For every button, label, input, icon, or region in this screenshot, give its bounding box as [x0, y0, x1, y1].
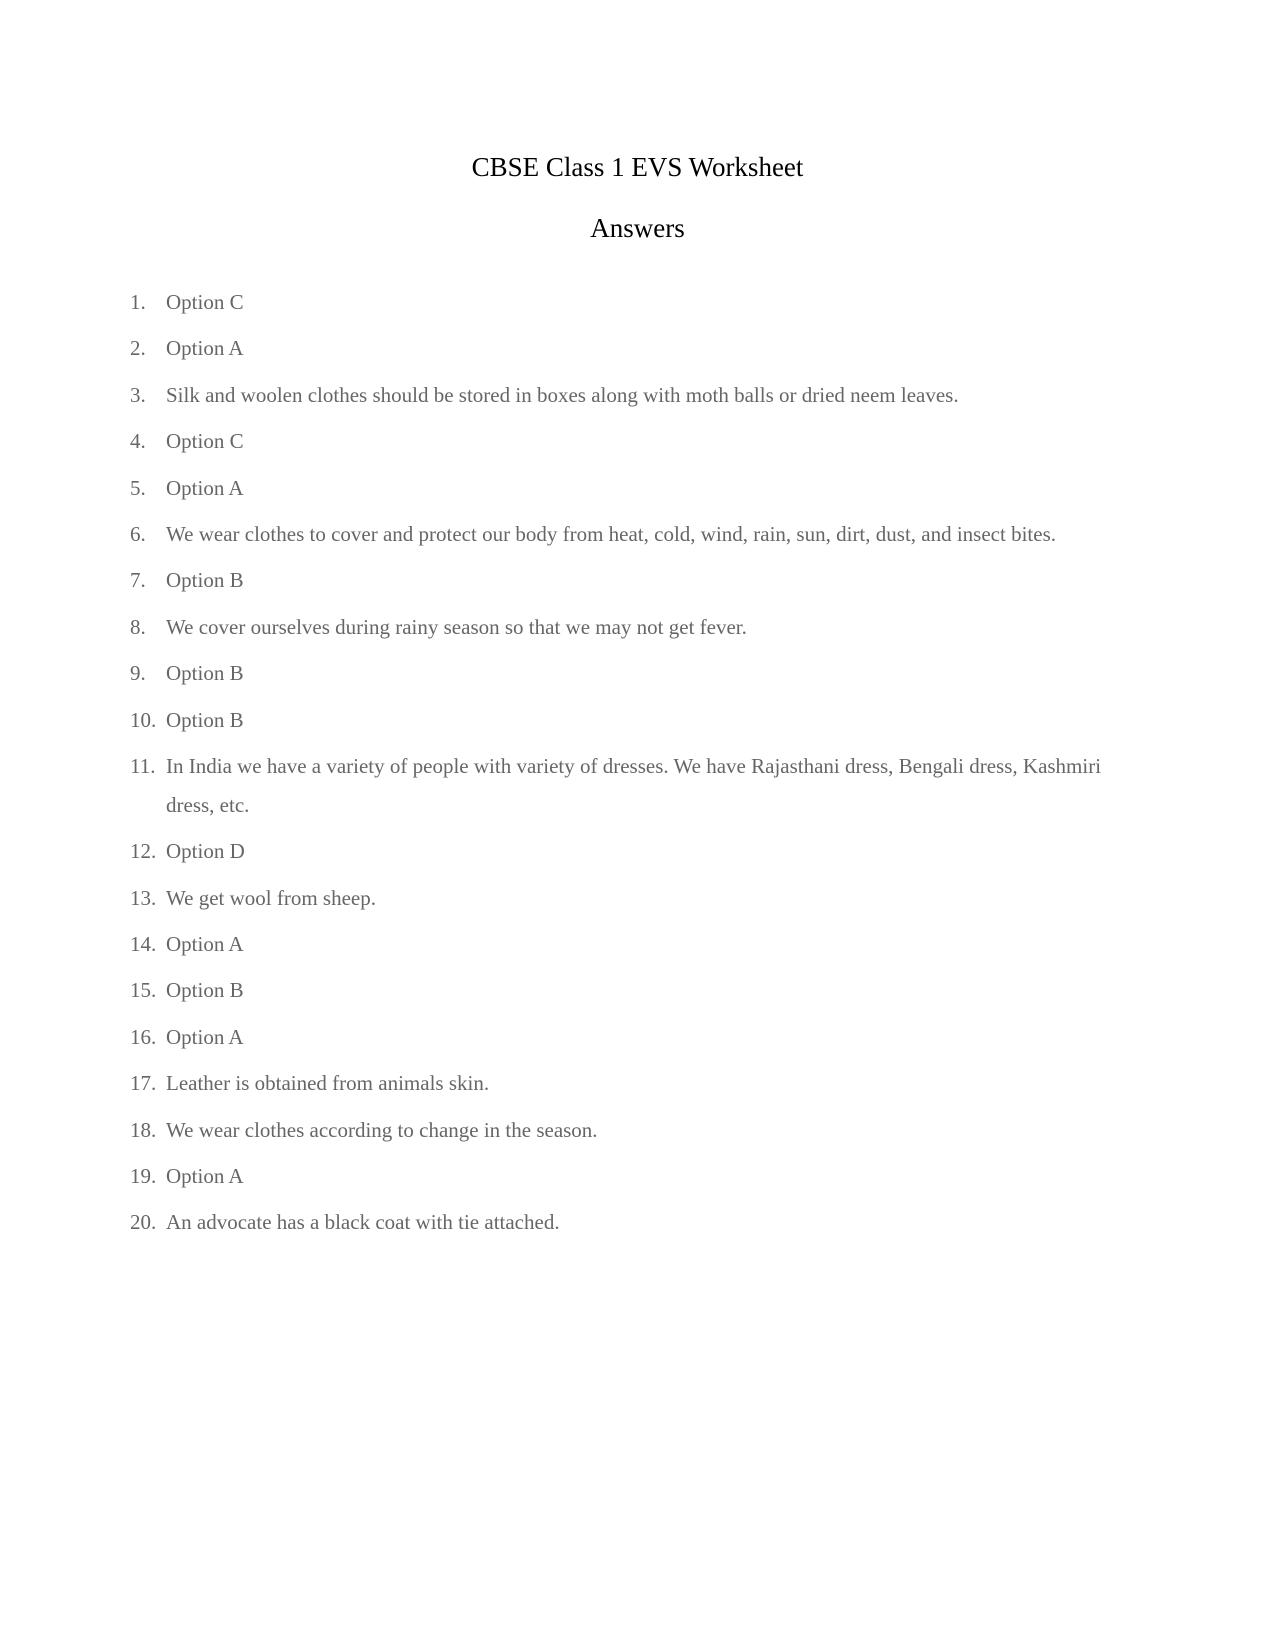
- answer-text: Option A: [166, 336, 244, 361]
- answer-number: 11.: [130, 753, 156, 778]
- answer-item-17: [130, 1064, 1110, 1103]
- document-subtitle: Answers: [590, 213, 685, 243]
- answer-item-10: [130, 701, 1110, 740]
- answer-number: 7.: [130, 568, 146, 593]
- answer-number: 20.: [130, 1210, 157, 1235]
- answer-number: 6.: [130, 521, 146, 546]
- answer-number: 18.: [130, 1117, 157, 1142]
- answer-item-1: [130, 283, 1110, 322]
- answer-text: Option B: [166, 978, 244, 1003]
- answer-number: 8.: [130, 614, 146, 639]
- answer-text: Option B: [166, 707, 244, 732]
- answer-item-15: [130, 971, 1110, 1010]
- answer-number: 3.: [130, 382, 146, 407]
- answer-item-6: [130, 515, 1110, 554]
- answer-item-20: [130, 1203, 1110, 1242]
- answer-number: 1.: [130, 290, 146, 314]
- answer-item-2: [130, 329, 1110, 368]
- answer-item-12: [130, 832, 1110, 871]
- answer-text: In India we have a variety of people with variety of dresses. We have Rajasthani dress, Bengali dress, Kashmiri dress, etc.: [166, 753, 1102, 817]
- answer-text: We wear clothes according to change in the season.: [166, 1117, 598, 1142]
- answer-number: 4.: [130, 429, 146, 454]
- answer-number: 10.: [130, 707, 157, 732]
- answer-text: Leather is obtained from animals skin.: [166, 1071, 490, 1096]
- answer-text: We get wool from sheep.: [166, 885, 376, 910]
- answer-text: We wear clothes to cover and protect our body from heat, cold, wind, rain, sun, dirt, dust, and insect bites.: [166, 521, 1056, 546]
- answer-item-4: [130, 422, 1110, 461]
- answer-text: Option D: [166, 839, 245, 864]
- answer-text: Option C: [166, 290, 244, 314]
- answer-text: Option A: [166, 1024, 244, 1049]
- answer-item-18: [130, 1111, 1110, 1150]
- document-title: CBSE Class 1 EVS Worksheet: [471, 152, 804, 182]
- answer-number: 17.: [130, 1071, 157, 1096]
- answer-text: Silk and woolen clothes should be stored in boxes along with moth balls or dried neem leaves.: [166, 382, 959, 407]
- answer-item-7: [130, 561, 1110, 600]
- answer-number: 19.: [130, 1164, 157, 1189]
- answer-number: 15.: [130, 978, 157, 1003]
- answer-text: Option A: [166, 475, 244, 500]
- answer-item-3: [130, 376, 1110, 415]
- answer-item-9: [130, 654, 1110, 693]
- answer-text: Option A: [166, 1164, 244, 1189]
- answer-item-16: [130, 1018, 1110, 1057]
- answer-number: 2.: [130, 336, 146, 361]
- answer-item-13: [130, 879, 1110, 918]
- answer-number: 5.: [130, 475, 146, 500]
- answer-number: 14.: [130, 932, 157, 957]
- answer-list: [130, 283, 1110, 1250]
- answer-text: Option C: [166, 429, 244, 454]
- answer-item-8: [130, 608, 1110, 647]
- answer-text: An advocate has a black coat with tie attached.: [166, 1210, 560, 1235]
- answer-number: 9.: [130, 661, 146, 686]
- answer-text: Option B: [166, 568, 244, 593]
- answer-text: Option B: [166, 661, 244, 686]
- answer-number: 12.: [130, 839, 157, 864]
- answer-item-11: [130, 747, 1110, 825]
- answer-number: 13.: [130, 885, 157, 910]
- answer-item-19: [130, 1157, 1110, 1196]
- answer-item-14: [130, 925, 1110, 964]
- answer-text: Option A: [166, 932, 244, 957]
- answer-text: We cover ourselves during rainy season so that we may not get fever.: [166, 614, 747, 639]
- answer-number: 16.: [130, 1024, 157, 1049]
- answer-item-5: [130, 469, 1110, 508]
